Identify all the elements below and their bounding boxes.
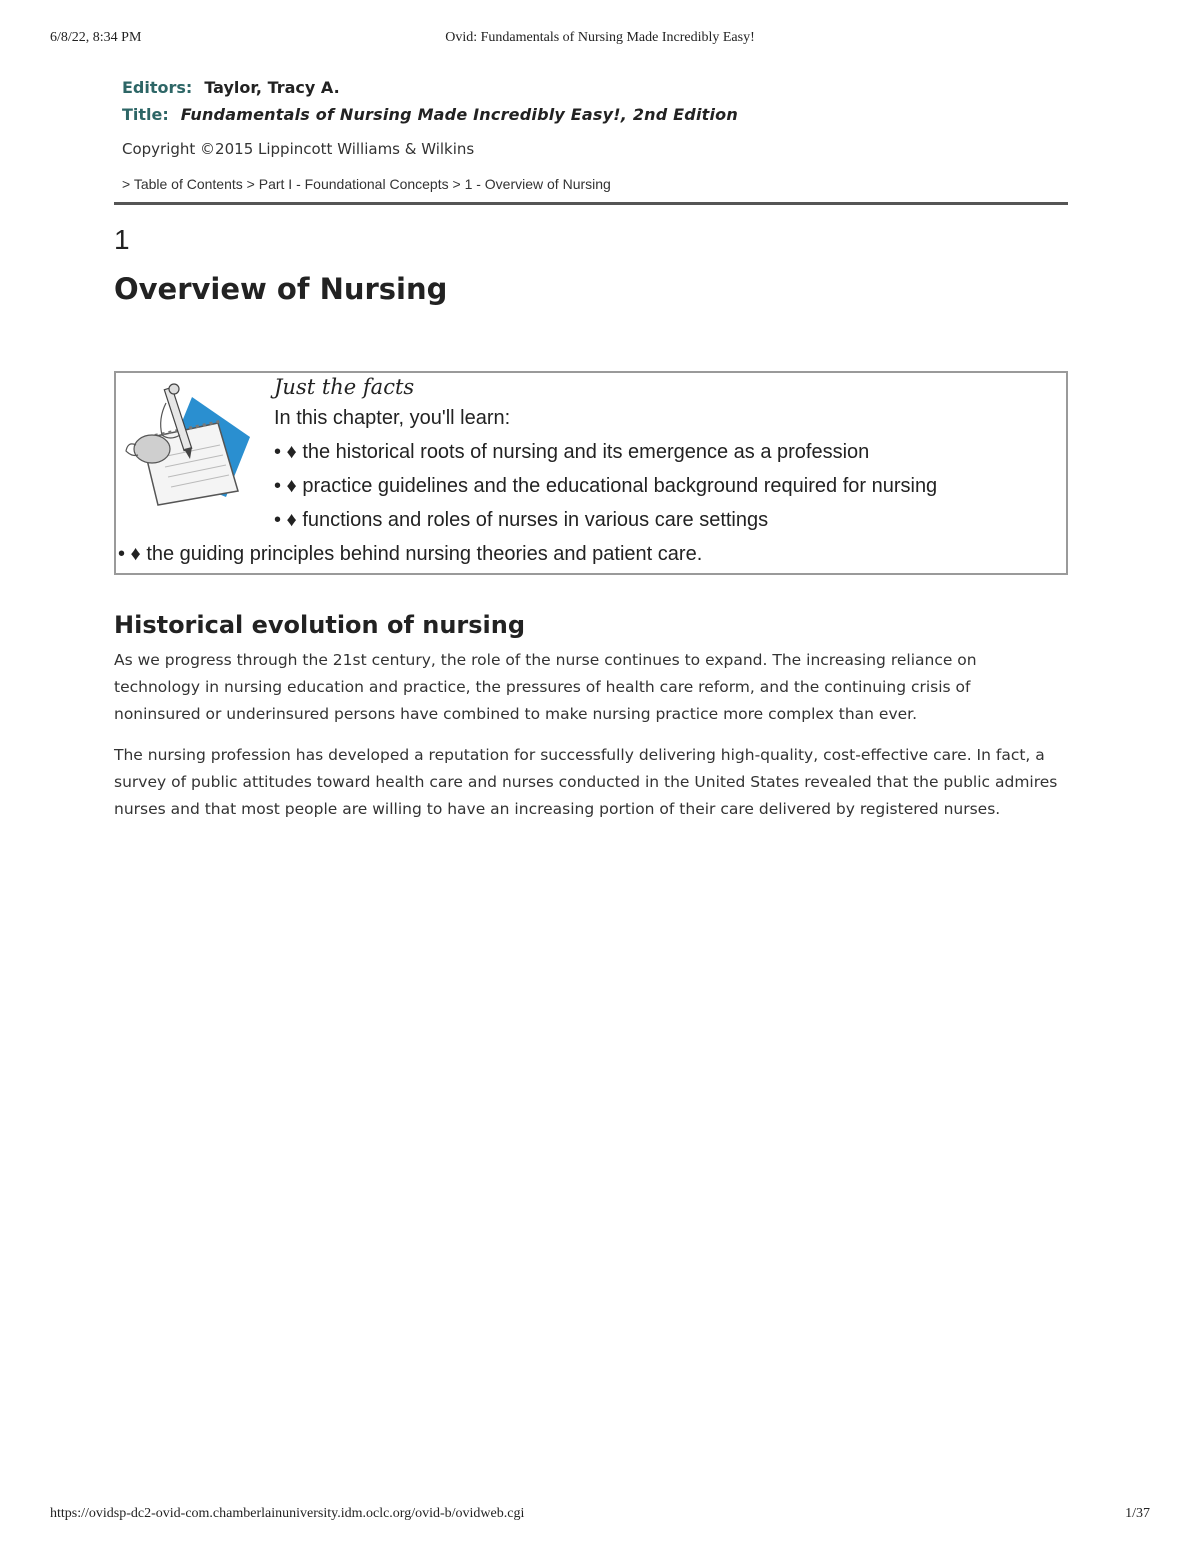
editors-value: Taylor, Tracy A. bbox=[204, 78, 340, 97]
book-title: Fundamentals of Nursing Made Incredibly Easy!, 2nd Edition bbox=[180, 105, 738, 124]
print-page-number: 1/37 bbox=[1125, 1506, 1150, 1521]
editors-label: Editors: bbox=[122, 78, 193, 97]
print-footer bbox=[50, 1506, 1150, 1526]
print-datetime: 6/8/22, 8:34 PM bbox=[50, 30, 142, 45]
breadcrumb[interactable]: > Table of Contents > Part I - Foundational Concepts > 1 - Overview of Nursing bbox=[122, 176, 611, 192]
facts-list-item: • ♦ functions and roles of nurses in various care settings bbox=[274, 509, 769, 531]
section-paragraph: The nursing profession has developed a reputation for successfully delivering high-quality, cost-effective care. In fact, a survey of public attitudes toward health care and nurses conducted in the United States revealed that the public admires nurses and that most people are willing to have an increasing portion of their care delivered by registered nurses. bbox=[114, 746, 1058, 818]
title-label: Title: bbox=[122, 105, 169, 124]
editors-row bbox=[114, 74, 1068, 101]
section-paragraph: As we progress through the 21st century, the role of the nurse continues to expand. The increasing reliance on technology in nursing education and practice, the pressures of health care reform, and the continuing crisis of noninsured or underinsured persons have combined to make nursing practice more complex than ever. bbox=[114, 651, 977, 723]
just-the-facts-box bbox=[114, 371, 1068, 575]
facts-list-item: • ♦ the historical roots of nursing and its emergence as a profession bbox=[274, 441, 870, 463]
chapter-title: Overview of Nursing bbox=[114, 272, 448, 306]
facts-list-item-last: • ♦ the guiding principles behind nursing theories and patient care. bbox=[118, 543, 703, 565]
facts-heading: Just the facts bbox=[274, 375, 415, 399]
facts-text bbox=[274, 373, 1056, 537]
notepad-pen-icon bbox=[122, 379, 262, 511]
header-divider bbox=[114, 202, 1068, 205]
print-url: https://ovidsp-dc2-ovid-com.chamberlainuniversity.idm.oclc.org/ovid-b/ovidweb.cgi bbox=[50, 1506, 525, 1521]
section-heading: Historical evolution of nursing bbox=[114, 611, 526, 639]
facts-intro: In this chapter, you'll learn: bbox=[274, 407, 511, 429]
title-row bbox=[114, 101, 1068, 128]
article-content bbox=[114, 74, 1068, 823]
facts-list-item: • ♦ practice guidelines and the educational background required for nursing bbox=[274, 475, 938, 497]
print-header bbox=[50, 30, 1150, 50]
chapter-number: 1 bbox=[114, 224, 130, 255]
print-page-title: Ovid: Fundamentals of Nursing Made Incredibly Easy! bbox=[445, 30, 755, 45]
copyright: Copyright ©2015 Lippincott Williams & Wilkins bbox=[122, 140, 475, 158]
